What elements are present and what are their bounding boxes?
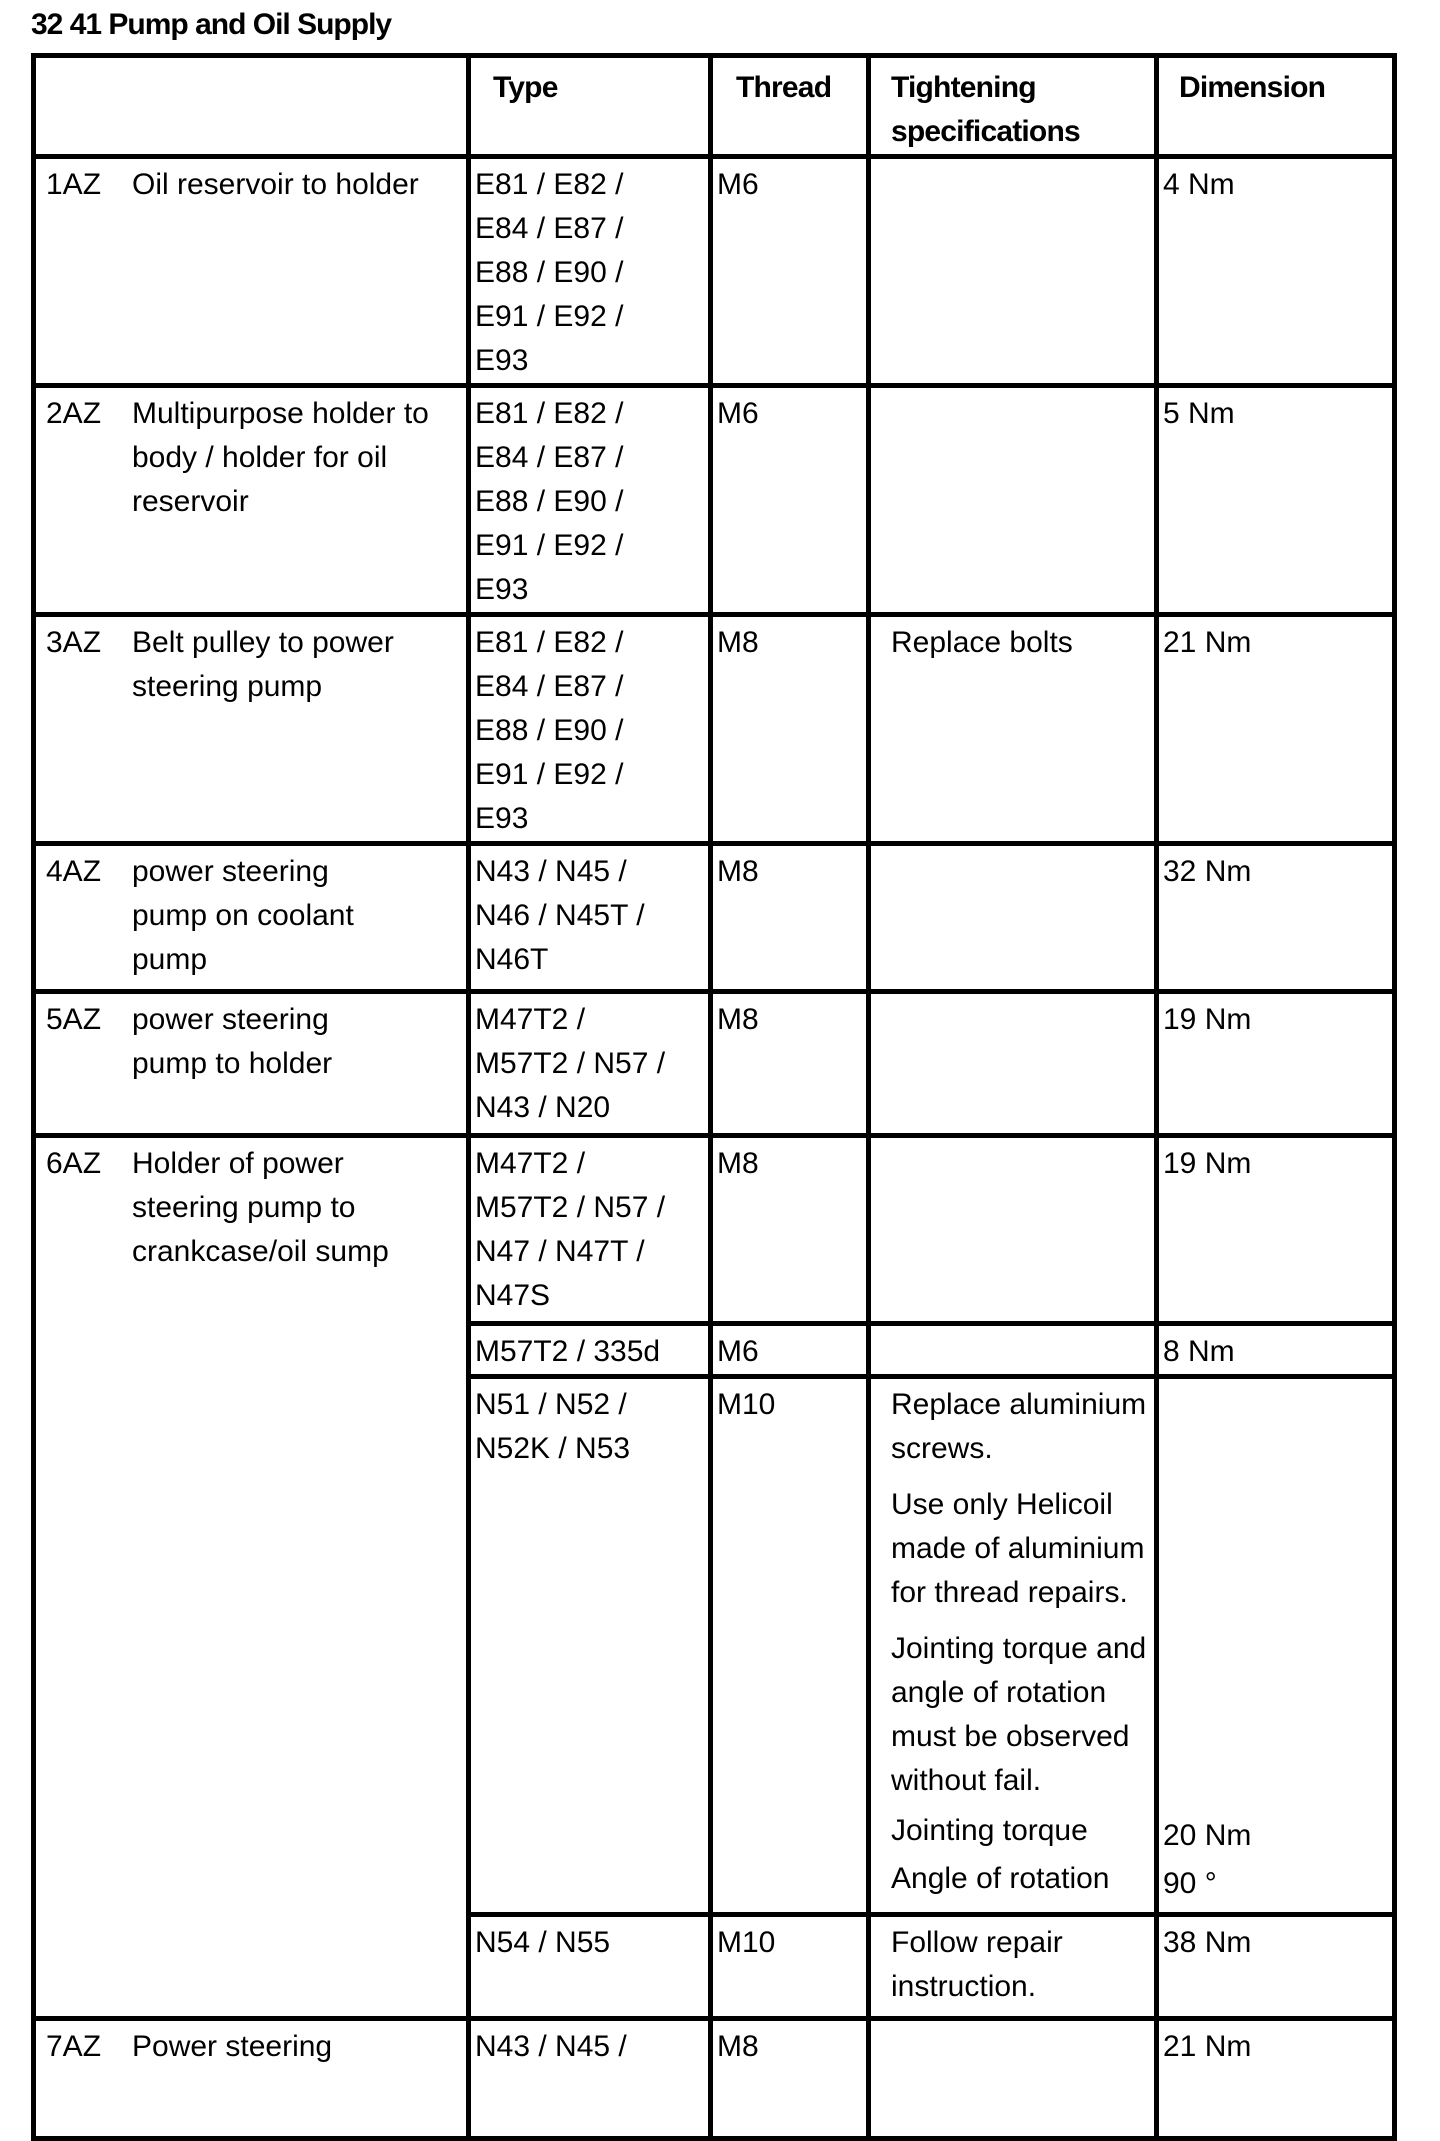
item-cell: [34, 2019, 469, 2139]
type-line: E91 / E92 /: [475, 529, 624, 562]
type-cell: [469, 1377, 711, 1915]
type-line: E91 / E92 /: [475, 300, 624, 333]
header-row: [34, 56, 1395, 157]
type-cell: [469, 157, 711, 386]
thread-cell: M6: [711, 1324, 869, 1377]
spec-cell: [869, 157, 1157, 386]
type-cell: [469, 844, 711, 992]
spec-cell: [869, 1377, 1157, 1915]
thread-cell: M10: [711, 1377, 869, 1915]
table-row: [34, 844, 1395, 992]
type-line: E93: [475, 344, 529, 377]
spec-cell: [869, 992, 1157, 1136]
type-line: E84 / E87 /: [475, 441, 624, 474]
item-description: Oil reservoir to holder: [132, 168, 419, 201]
item-cell: [34, 844, 469, 992]
spec-cell: [869, 844, 1157, 992]
thread-cell: M8: [711, 2019, 869, 2139]
item-description: Power steering: [132, 2030, 333, 2063]
type-line: N43 / N20: [475, 1091, 611, 1124]
spec-pair-value: 20 Nm: [1163, 1819, 1252, 1852]
type-line: N54 / N55: [475, 1926, 611, 1959]
type-line: E81 / E82 /: [475, 626, 624, 659]
dimension-cell: 21 Nm: [1157, 2019, 1395, 2139]
dimension-cell: 38 Nm: [1157, 1915, 1395, 2019]
type-line: N47S: [475, 1279, 551, 1312]
thread-cell: M6: [711, 157, 869, 386]
type-line: N47 / N47T /: [475, 1235, 645, 1268]
spec-cell: [869, 386, 1157, 615]
header-dimension: Dimension: [1157, 56, 1395, 157]
item-code: 1AZ: [46, 168, 102, 201]
thread-cell: M8: [711, 615, 869, 844]
item-description: power steering pump to holder: [132, 1003, 333, 1080]
header-item: [34, 56, 469, 157]
type-line: E93: [475, 802, 529, 835]
type-line: N52K / N53: [475, 1432, 631, 1465]
thread-cell: M6: [711, 386, 869, 615]
type-cell: [469, 992, 711, 1136]
spec-cell: [869, 1324, 1157, 1377]
item-code: 2AZ: [46, 397, 102, 430]
type-line: E88 / E90 /: [475, 714, 624, 747]
spec-pair-label: Angle of rotation: [891, 1862, 1110, 1895]
header-tightening-line2: specifications: [891, 115, 1080, 148]
type-line: N43 / N45 /: [475, 2030, 627, 2063]
spec-note: Replace aluminium screws.: [891, 1388, 1147, 1465]
spec-cell: Follow repair instruction.: [869, 1915, 1157, 2019]
dimension-cell: 32 Nm: [1157, 844, 1395, 992]
dimension-cell: 8 Nm: [1157, 1324, 1395, 1377]
type-cell: [469, 615, 711, 844]
item-description: power steering pump on coolant pump: [132, 855, 354, 976]
spec-pair-label: Jointing torque: [891, 1814, 1088, 1847]
torque-spec-table: [31, 53, 1397, 2141]
dimension-cell: 19 Nm: [1157, 1136, 1395, 1324]
type-line: M57T2 / N57 /: [475, 1047, 666, 1080]
type-cell: [469, 1324, 711, 1377]
thread-cell: M8: [711, 992, 869, 1136]
item-cell: [34, 992, 469, 1136]
type-cell: [469, 2019, 711, 2139]
type-line: E81 / E82 /: [475, 397, 624, 430]
type-cell: [469, 1136, 711, 1324]
type-line: E91 / E92 /: [475, 758, 624, 791]
item-code: 3AZ: [46, 626, 102, 659]
item-cell: [34, 615, 469, 844]
type-line: N46T: [475, 943, 549, 976]
dimension-cell: 19 Nm: [1157, 992, 1395, 1136]
type-line: N46 / N45T /: [475, 899, 645, 932]
spec-cell: Replace bolts: [869, 615, 1157, 844]
header-type: Type: [469, 56, 711, 157]
table-row: [34, 992, 1395, 1136]
dimension-cell: 5 Nm: [1157, 386, 1395, 615]
spec-cell: [869, 2019, 1157, 2139]
table-row: [34, 386, 1395, 615]
type-line: M57T2 / N57 /: [475, 1191, 666, 1224]
spec-pair-value: 90 °: [1163, 1867, 1217, 1900]
type-line: E88 / E90 /: [475, 256, 624, 289]
spec-note: Use only Helicoil made of aluminium for thread repairs.: [891, 1488, 1145, 1609]
item-cell: [34, 157, 469, 386]
type-cell: [469, 386, 711, 615]
type-line: E81 / E82 /: [475, 168, 624, 201]
type-line: M57T2 / 335d: [475, 1335, 661, 1368]
spec-cell: [869, 1136, 1157, 1324]
item-description: Belt pulley to power steering pump: [132, 626, 394, 703]
table-row: [34, 2019, 1395, 2139]
type-line: E84 / E87 /: [475, 670, 624, 703]
thread-cell: M8: [711, 1136, 869, 1324]
type-line: E88 / E90 /: [475, 485, 624, 518]
item-description: Multipurpose holder to body / holder for oil reservoir: [132, 397, 429, 518]
item-cell: [34, 386, 469, 615]
thread-cell: M10: [711, 1915, 869, 2019]
type-line: E93: [475, 573, 529, 606]
section-title: 32 41 Pump and Oil Supply: [31, 8, 392, 41]
dimension-cell: 21 Nm: [1157, 615, 1395, 844]
type-cell: [469, 1915, 711, 2019]
type-line: N51 / N52 /: [475, 1388, 627, 1421]
table-row: [34, 1136, 1395, 1324]
item-description: Holder of power steering pump to crankcase/oil sump: [132, 1147, 389, 1268]
header-tightening-line1: Tightening: [891, 71, 1036, 104]
item-code: 6AZ: [46, 1147, 102, 1180]
thread-cell: M8: [711, 844, 869, 992]
type-line: E84 / E87 /: [475, 212, 624, 245]
header-thread: Thread: [711, 56, 869, 157]
item-cell: [34, 1136, 469, 2019]
table-row: [34, 157, 1395, 386]
type-line: M47T2 /: [475, 1003, 586, 1036]
type-line: N43 / N45 /: [475, 855, 627, 888]
item-code: 5AZ: [46, 1003, 102, 1036]
dimension-cell: 4 Nm: [1157, 157, 1395, 386]
dimension-cell: [1157, 1377, 1395, 1915]
spec-note: Jointing torque and angle of rotation must be observed without fail.: [891, 1632, 1147, 1797]
table-row: [34, 615, 1395, 844]
item-code: 7AZ: [46, 2030, 102, 2063]
type-line: M47T2 /: [475, 1147, 586, 1180]
header-tightening-specifications: [869, 56, 1157, 157]
item-code: 4AZ: [46, 855, 102, 888]
